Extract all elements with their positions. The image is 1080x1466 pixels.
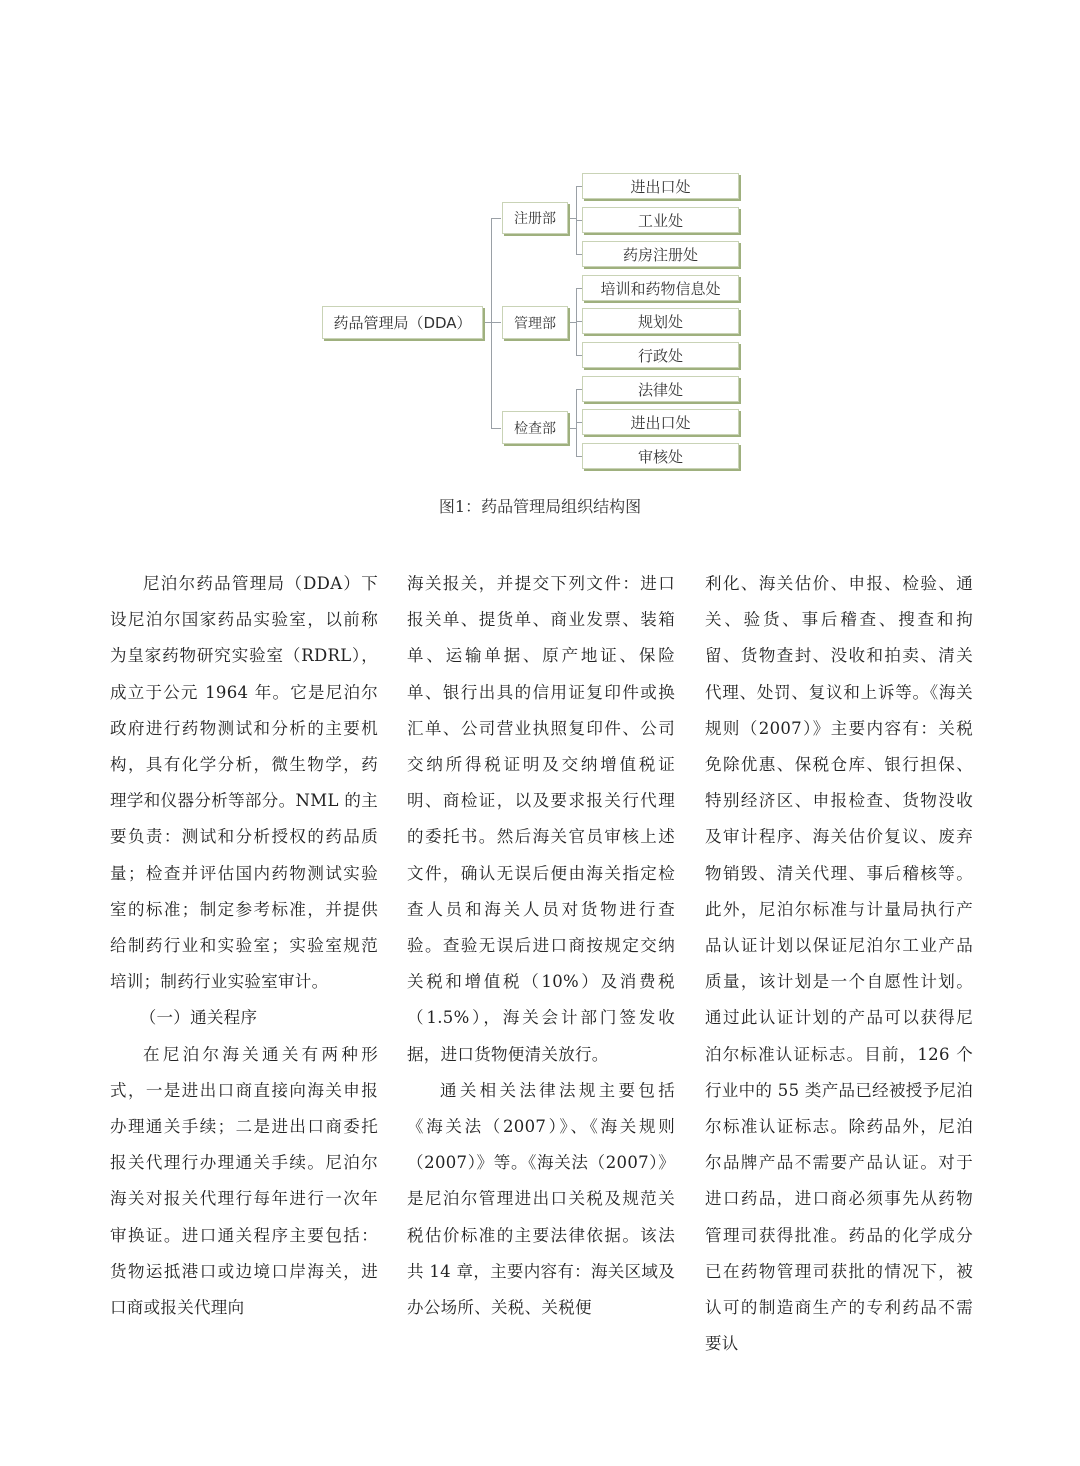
connector <box>568 218 576 219</box>
paragraph: 海关报关，并提交下列文件：进口报关单、提货单、商业发票、装箱单、运输单据、原产地证、保险单、银行出具的信用证复印件或换汇单、公司营业执照复印件、公司交纳所得税证明及交纳增值税证明、商检证，以及要求报关行代理的委托书。然后海关官员审核上述文件，确认无误后便由海关指定检查人员和海关人员对货物进行查验。查验无误后进口商按规定交纳关税和增值税（10%）及消费税（1.5%），海关会计部门签发收据，进口货物便清关放行。 <box>407 574 675 1064</box>
org-dept-box <box>502 202 568 234</box>
paragraph: 尼泊尔药品管理局（DDA）下设尼泊尔国家药品实验室，以前称为皇家药物研究实验室（RDRL），成立于公元 1964 年。它是尼泊尔政府进行药物测试和分析的主要机构，具有化学分析，微生物学，药理学和仪器分析等部分。NML 的主要负责：测试和分析授权的药品质量；检查并评估国内药物测试实验室的标准；制定参考标准，并提供给制药行业和实验室；实验室规范培训；制药行业实验室审计。 <box>110 574 378 992</box>
paragraph: 利化、海关估价、申报、检验、通关、验货、事后稽查、搜查和拘留、货物查封、没收和拍卖、清关代理、处罚、复议和上诉等。《海关规则（2007）》主要内容有：关税免除优惠、保税仓库、银行担保、特别经济区、申报检查、货物没收及审计程序、海关估价复议、废弃物销毁、清关代理、事后稽核等。此外，尼泊尔标准与计量局执行产品认证计划以保证尼泊尔工业产品质量，该计划是一个自愿性计划。通过此认证计划的产品可以获得尼泊尔标准认证标志。目前，126 个行业中的 55 类产品已经被授予尼泊尔标准认证标志。除药品外，尼泊尔品牌产品不需要产品认证。对于进口药品，进口商必须事先从药物管理司获得批准。药品的化学成分已在药物管理司获批的情况下，被认可的制造商生产的专利药品不需要认 <box>705 574 973 1354</box>
org-office-box <box>582 342 739 368</box>
org-office-label: 药房注册处 <box>622 245 698 264</box>
org-office-label: 培训和药物信息处 <box>600 279 721 298</box>
org-office-label: 规划处 <box>637 312 683 331</box>
org-office-box <box>582 409 739 435</box>
org-office-label: 行政处 <box>637 346 683 365</box>
org-dept-box <box>502 411 568 444</box>
org-office-box <box>582 207 739 233</box>
figure-caption: 图1：药品管理局组织结构图 <box>438 497 642 516</box>
org-office-label: 进出口处 <box>630 177 691 196</box>
connector <box>568 322 576 323</box>
org-office-box <box>582 173 739 199</box>
org-office-label: 法律处 <box>637 380 683 399</box>
org-office-box <box>582 275 739 301</box>
org-dept-label: 检查部 <box>514 420 556 437</box>
text-column-2 <box>407 566 675 1326</box>
org-office-box <box>582 308 739 334</box>
org-root-box <box>322 306 483 339</box>
text-column-1 <box>110 566 378 1326</box>
org-chart <box>0 0 1080 540</box>
text-column-3 <box>705 566 973 1362</box>
connector <box>491 428 501 429</box>
paragraph: 在尼泊尔海关通关有两种形式，一是进出口商直接向海关申报办理通关手续；二是进出口商委托报关代理行办理通关手续。尼泊尔海关对报关代理行每年进行一次年审换证。进口通关程序主要包括：货物运抵港口或边境口岸海关，进口商或报关代理向 <box>110 1044 378 1318</box>
org-dept-box <box>502 306 568 339</box>
org-office-label: 工业处 <box>637 211 683 230</box>
paragraph: 通关相关法律法规主要包括《海关法（2007）》、《海关规则（2007）》等。《海关法（2007）》是尼泊尔管理进出口关税及规范关税估价标准的主要法律依据。该法共 14 章，主要内容有：海关区域及办公场所、关税、关税便 <box>407 1080 675 1318</box>
connector <box>483 322 501 323</box>
org-office-box <box>582 376 739 402</box>
connector <box>491 218 492 428</box>
org-office-box <box>582 241 739 267</box>
connector <box>491 218 501 219</box>
org-office-box <box>582 443 739 469</box>
section-heading: （一）通关程序 <box>139 1008 258 1028</box>
org-office-label: 进出口处 <box>630 413 691 432</box>
org-office-label: 审核处 <box>637 447 683 466</box>
org-root-label: 药品管理局（DDA） <box>333 314 472 332</box>
org-dept-label: 注册部 <box>514 211 556 227</box>
connector <box>568 428 576 429</box>
org-dept-label: 管理部 <box>514 315 556 332</box>
